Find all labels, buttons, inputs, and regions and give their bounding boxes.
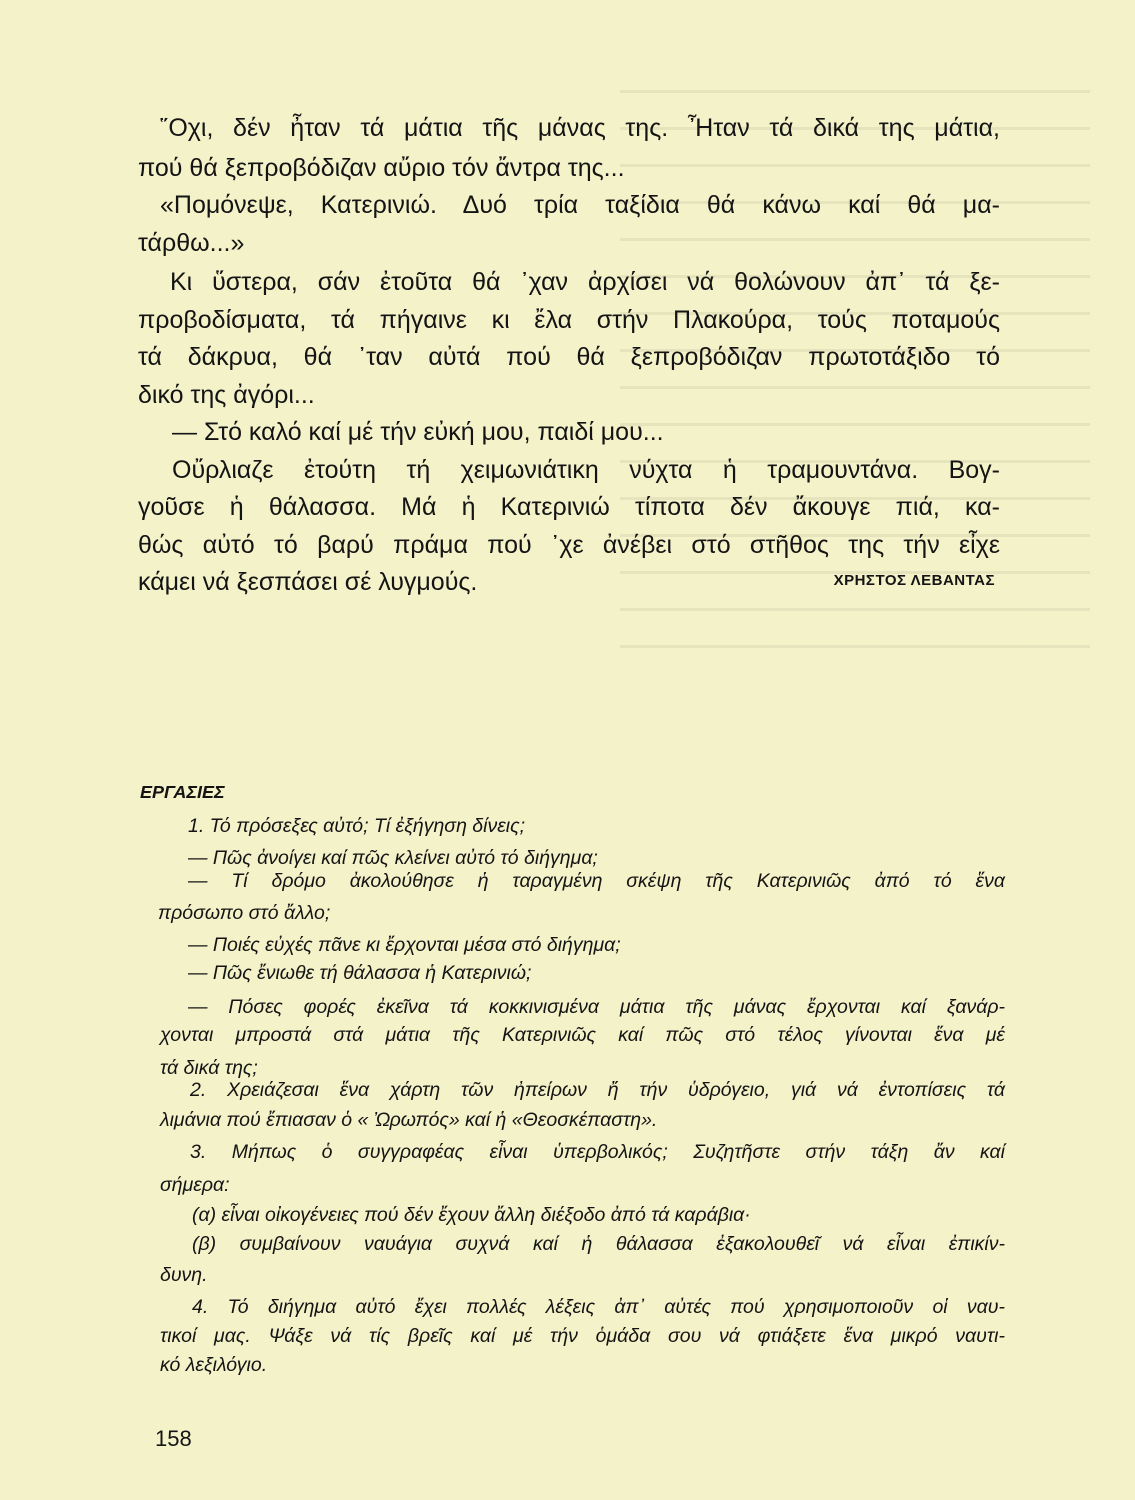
exercise-line: (α) εἶναι οἰκογένειες πού δέν ἔχουν ἄλλη διέξοδο ἀπό τά καράβια· xyxy=(192,1204,751,1226)
story-line: προβοδίσματα, τά πήγαινε κι ἔλα στήν Πλακούρα, τούς ποταμούς xyxy=(138,306,1000,334)
exercise-line: 4. Τό διήγημα αὐτό ἔχει πολλές λέξεις ἀπ᾽ αὐτές πού χρησιμοποιοῦν οἱ ναυ- xyxy=(192,1296,1005,1318)
story-line: ῞Οχι, δέν ἦταν τά μάτια τῆς μάνας της. Ἦταν τά δικά της μάτια, xyxy=(160,114,1000,142)
exercise-line: 3. Μήπως ὁ συγγραφέας εἶναι ὑπερβολικός; Συζητῆστε στήν τάξη ἄν καί xyxy=(190,1141,1005,1163)
exercise-line: 1. Τό πρόσεξες αὐτό; Τί ἐξήγηση δίνεις; xyxy=(188,815,526,837)
story-line: — Στό καλό καί μέ τήν εὐκή μου, παιδί μου... xyxy=(172,418,664,446)
exercise-line: — Πῶς ἀνοίγει καί πῶς κλείνει αὐτό τό διήγημα; xyxy=(188,847,598,869)
exercise-line: — Πῶς ἔνιωθε τή θάλασσα ἡ Κατερινιώ; xyxy=(188,962,532,984)
story-line: τάρθω...» xyxy=(138,229,245,257)
exercise-line: σήμερα: xyxy=(160,1174,230,1196)
exercise-line: — Ποιές εὐχές πᾶνε κι ἔρχονται μέσα στό διήγημα; xyxy=(188,934,621,956)
exercise-line: 2. Χρειάζεσαι ἕνα χάρτη τῶν ἠπείρων ἤ τήν ὑδρόγειο, γιά νά ἐντοπίσεις τά xyxy=(190,1079,1005,1101)
exercise-line: — Πόσες φορές ἐκεῖνα τά κοκκινισμένα μάτια τῆς μάνας ἔρχονται καί ξανάρ- xyxy=(188,996,1005,1018)
story-line: θώς αὐτό τό βαρύ πράμα πού ᾽χε ἀνέβει στό στῆθος της τήν εἶχε xyxy=(138,531,1000,559)
exercise-line: τικοί μας. Ψάξε νά τίς βρεῖς καί μέ τήν ὁμάδα σου νά φτιάξετε ἕνα μικρό ναυτι- xyxy=(160,1325,1005,1347)
author-name: ΧΡΗΣΤΟΣ ΛΕΒΑΝΤΑΣ xyxy=(833,572,995,589)
story-line: τά δάκρυα, θά ᾽ταν αὐτά πού θά ξεπροβόδιζαν πρωτοτάξιδο τό xyxy=(138,343,1000,371)
story-line: Κι ὕστερα, σάν ἐτοῦτα θά ᾽χαν ἀρχίσει νά θολώνουν ἀπ᾽ τά ξε- xyxy=(170,268,1000,296)
exercise-line: — Τί δρόμο ἀκολούθησε ἡ ταραγμένη σκέψη τῆς Κατερινιῶς ἀπό τό ἕνα xyxy=(188,870,1005,892)
exercise-line: χονται μπροστά στά μάτια τῆς Κατερινιῶς καί πῶς στό τέλος γίνονται ἕνα μέ xyxy=(160,1024,1005,1046)
story-line: δικό της ἀγόρι... xyxy=(138,381,315,409)
story-line: «Πομόνεψε, Κατερινιώ. Δυό τρία ταξίδια θά κάνω καί θά μα- xyxy=(160,191,1000,219)
exercise-line: κό λεξιλόγιο. xyxy=(160,1354,268,1376)
exercise-line: δυνη. xyxy=(160,1264,208,1286)
story-line: γοῦσε ἡ θάλασσα. Μά ἡ Κατερινιώ τίποτα δέν ἄκουγε πιά, κα- xyxy=(138,493,1000,521)
exercise-line: λιμάνια πού ἔπιασαν ὁ « Ὠρωπός» καί ἡ «Θεοσκέπαστη». xyxy=(160,1109,658,1131)
exercise-line: (β) συμβαίνουν ναυάγια συχνά καί ἡ θάλασσα ἐξακολουθεῖ νά εἶναι ἐπικίν- xyxy=(192,1233,1005,1255)
story-line: πού θά ξεπροβόδιζαν αὔριο τόν ἄντρα της... xyxy=(138,154,625,182)
story-line: κάμει νά ξεσπάσει σέ λυγμούς. xyxy=(138,568,478,596)
exercise-line: πρόσωπο στό ἄλλο; xyxy=(158,902,331,924)
exercise-line: τά δικά της; xyxy=(160,1057,258,1079)
exercises-heading: ΕΡΓΑΣΙΕΣ xyxy=(140,782,225,802)
story-line: Οὔρλιαζε ἐτούτη τή χειμωνιάτικη νύχτα ἡ τραμουντάνα. Βογ- xyxy=(172,456,1000,484)
page-number: 158 xyxy=(155,1426,192,1451)
